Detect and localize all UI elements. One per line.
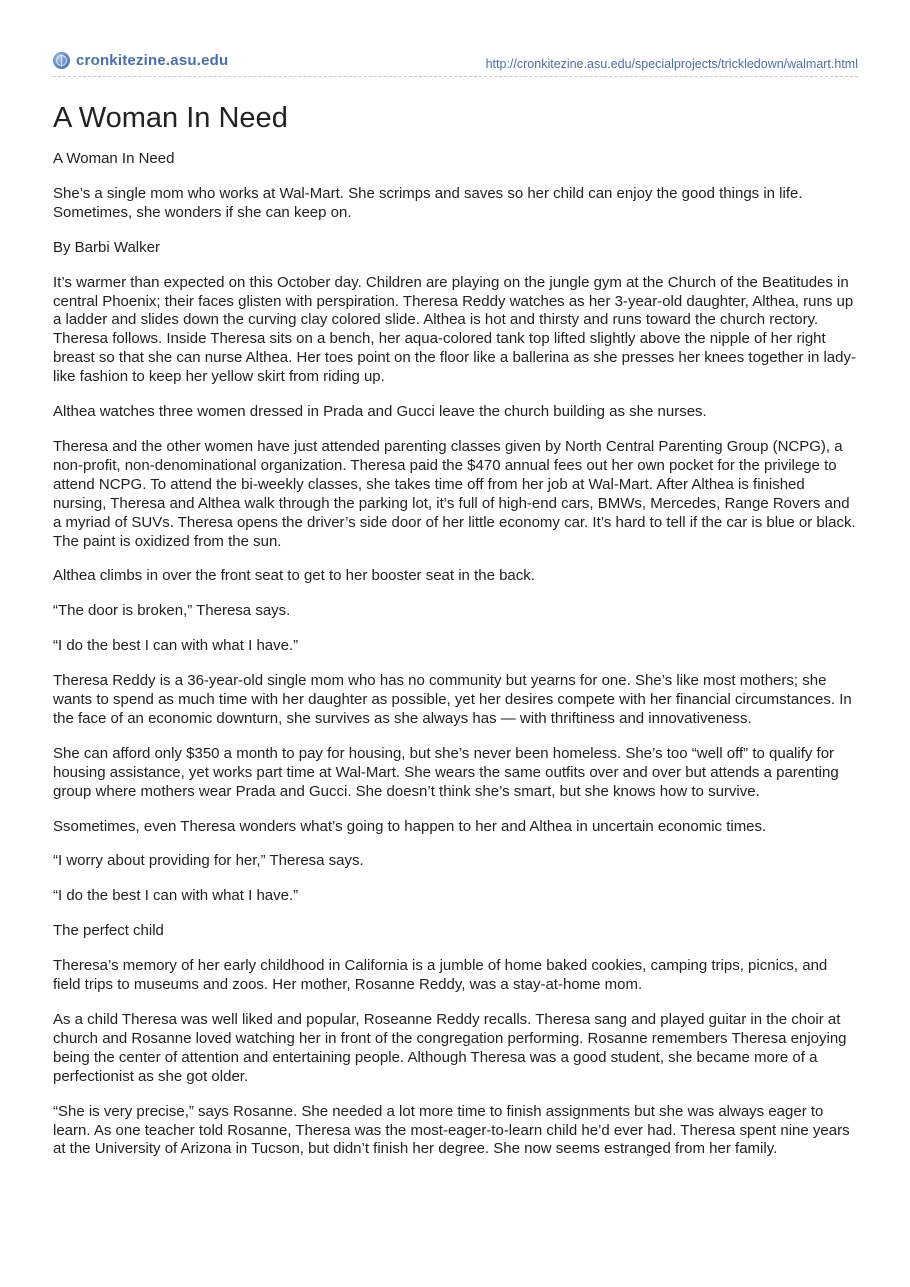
- byline: By Barbi Walker: [53, 238, 160, 256]
- page-url[interactable]: http://cronkitezine.asu.edu/specialprojects/trickledown/walmart.html: [485, 57, 858, 71]
- paragraph: It’s warmer than expected on this October day. Children are playing on the jungle gym at the Church of the Beatitudes in central Phoenix; their faces glisten with perspiration. Theresa Reddy watches as her 3-year-old daughter, Althea, runs up a ladder and slides down the curving clay colored slide. Althea is hot and thirsty and runs toward the church rectory. Theresa follows. Inside Theresa sits on a bench, her aqua-colored tank top lifted slightly above the nipple of her right breast so that she can nurse Althea. Her toes point on the floor like a ballerina as she presses her knees together in lady-like fashion to keep her yellow skirt from riding up.: [53, 273, 856, 386]
- paragraph: Theresa and the other women have just attended parenting classes given by North Central Parenting Group (NCPG), a non-profit, non-denominational organization. Theresa paid the $470 annual fees out her own pocket for the privilege to attend NCPG. To attend the bi-weekly classes, she takes time off from her job at Wal-Mart. After Althea is finished nursing, Theresa and Althea walk through the parking lot, it’s full of high-end cars, BMWs, Mercedes, Range Rovers and a myriad of SUVs. Theresa opens the driver’s side door of her little economy car. It’s hard to tell if the car is blue or black. The paint is oxidized from the sun.: [53, 437, 856, 550]
- header-bar: [53, 50, 858, 74]
- page-header: [53, 0, 858, 77]
- article: [53, 100, 858, 1175]
- paragraph: Althea climbs in over the front seat to get to her booster seat in the back.: [53, 567, 535, 585]
- paragraph: “She is very precise,” says Rosanne. She needed a lot more time to finish assignments but she was always eager to learn. As one teacher told Rosanne, Theresa was the most-eager-to-learn child he’d ever had. Theresa spent nine years at the University of Arizona in Tucson, but didn’t finish her degree. She now seems estranged from her family.: [53, 1102, 850, 1158]
- article-deck: She’s a single mom who works at Wal-Mart. She scrimps and saves so her child can enjoy the good things in life. Sometimes, she wonders if she can keep on.: [53, 184, 803, 221]
- paragraph: “The door is broken,” Theresa says.: [53, 602, 291, 620]
- paragraph: “I do the best I can with what I have.”: [53, 637, 299, 655]
- site-name[interactable]: cronkitezine.asu.edu: [76, 52, 229, 69]
- section-heading: The perfect child: [53, 922, 164, 940]
- paragraph: Althea watches three women dressed in Prada and Gucci leave the church building as she nurses.: [53, 403, 707, 421]
- paragraph: She can afford only $350 a month to pay for housing, but she’s never been homeless. She’s too “well off” to qualify for housing assistance, yet works part time at Wal-Mart. She wears the same outfits over and over but attends a parenting group where mothers wear Prada and Gucci. She doesn’t think she’s smart, but she knows how to survive.: [53, 744, 839, 800]
- paragraph: Ssometimes, even Theresa wonders what’s going to happen to her and Althea in uncertain economic times.: [53, 817, 767, 835]
- globe-icon: [53, 52, 70, 69]
- paragraph: Theresa’s memory of her early childhood in California is a jumble of home baked cookies, camping trips, picnics, and field trips to museums and zoos. Her mother, Rosanne Reddy, was a stay-at-home mom.: [53, 957, 828, 994]
- paragraph: “I worry about providing for her,” Theresa says.: [53, 852, 364, 870]
- paragraph: Theresa Reddy is a 36-year-old single mom who has no community but yearns for one. She’s like most mothers; she wants to spend as much time with her daughter as possible, yet her desires compete with her financial circumstances. In the face of an economic downturn, she survives as she always has — with thriftiness and innovativeness.: [53, 672, 852, 727]
- subheading: A Woman In Need: [53, 150, 175, 167]
- page: [53, 0, 858, 1158]
- paragraph: “I do the best I can with what I have.”: [53, 887, 299, 905]
- site-branding[interactable]: [53, 52, 228, 69]
- article-title: A Woman In Need: [53, 102, 288, 134]
- paragraph: As a child Theresa was well liked and popular, Roseanne Reddy recalls. Theresa sang and played guitar in the choir at church and Rosanne loved watching her in front of the congregation performing. Rosanne remembers Theresa enjoying being the center of attention and entertaining people. Although Theresa was a good student, she became more of a perfectionist as she got older.: [53, 1011, 847, 1085]
